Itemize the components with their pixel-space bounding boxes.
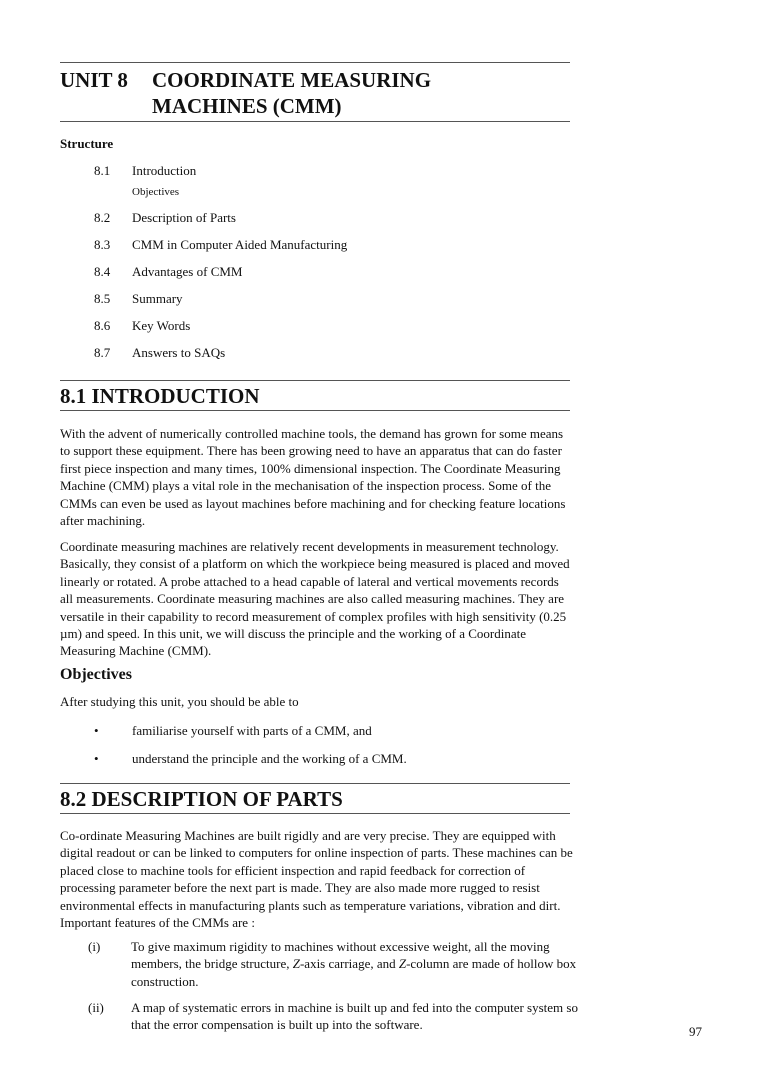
toc-item <box>94 235 347 262</box>
intro-paragraph-1: With the advent of numerically controlled machine tools, the demand has grown for some means to support these equipment. There has been growing need to have an apparatus that can do faster first piece inspection and many times, 100% dimensional inspection. The Coordinate Measuring Machine (CMM) plays a vital role in the mechanisation of the inspection process. Some of the CMMs can even be used as layout machines before machining and for checking feature locations after machining. <box>60 426 566 529</box>
toc-item-title: CMM in Computer Aided Manufacturing <box>132 237 348 252</box>
bullet-icon: • <box>94 723 99 738</box>
toc-item-number: 8.6 <box>94 318 111 333</box>
toc-item-title: Key Words <box>132 318 191 333</box>
intro-paragraph-2: Coordinate measuring machines are relatively recent developments in measurement technology. Basically, they consist of a platform on which the workpiece being measured is placed and moved linearly or rotated. A probe attached to a head capable of lateral and vertical movements records all measurements. Coordinate measuring machines are also called measuring machines. They are versatile in their capability to record measurement of complex profiles with high sensitivity (0.25 µm) and speed. In this unit, we will discuss the principle and the working of a Coordinate Measuring Machine (CMM). <box>60 539 570 659</box>
toc-item <box>94 316 347 343</box>
toc-item-title: Answers to SAQs <box>132 345 226 360</box>
section-heading-introduction: 8.1 INTRODUCTION <box>60 384 260 408</box>
toc-item-title: Introduction <box>132 163 197 178</box>
item-text <box>131 938 578 990</box>
page-number: 97 <box>689 1024 702 1039</box>
top-rule <box>60 62 570 63</box>
item-text-italic: Z <box>398 956 407 972</box>
list-item <box>88 938 578 990</box>
item-number: (i) <box>88 939 101 954</box>
item-text-part: -column are made of hollow box construction. <box>131 956 577 989</box>
toc-item <box>94 208 347 235</box>
section-rule <box>60 783 570 784</box>
section-rule <box>60 813 570 814</box>
toc-item-title: Advantages of CMM <box>132 264 243 279</box>
toc-item-number: 8.1 <box>94 163 111 178</box>
toc-item-number: 8.2 <box>94 210 111 225</box>
list-item <box>94 723 372 739</box>
toc-subitem: Objectives <box>132 186 180 198</box>
section-rule <box>60 410 570 411</box>
bullet-text: familiarise yourself with parts of a CMM, and <box>132 723 372 738</box>
bullet-text: understand the principle and the working of a CMM. <box>132 751 407 766</box>
objectives-intro: After studying this unit, you should be able to <box>60 694 299 709</box>
section-rule <box>60 380 570 381</box>
title-bottom-rule <box>60 121 570 122</box>
list-item <box>88 999 578 1034</box>
item-text-part: -axis carriage, and <box>299 956 399 972</box>
bullet-icon: • <box>94 751 99 766</box>
toc-item-number: 8.5 <box>94 291 111 306</box>
list-item <box>94 751 407 767</box>
item-text-italic: Z <box>292 956 300 972</box>
table-of-contents <box>94 161 347 370</box>
item-text-part: To give maximum rigidity to machines without excessive weight, all the moving members, the bridge structure, <box>131 939 550 972</box>
toc-item-number: 8.3 <box>94 237 111 252</box>
unit-title-line1: COORDINATE MEASURING <box>152 68 432 92</box>
toc-item <box>94 289 347 316</box>
description-paragraph: Co-ordinate Measuring Machines are built rigidly and are very precise. They are equipped with digital readout or can be linked to computers for online inspection of parts. These machines can be placed close to machine tools for efficient inspection and rapid feedback for correction of processing parameter before the next part is made. They are also made more rugged to resist environmental effects in manufacturing plants such as temperature variations, vibration and dirt. Important features of the CMMs are : <box>60 828 573 931</box>
unit-title-line2: MACHINES (CMM) <box>152 94 342 118</box>
toc-item-title: Description of Parts <box>132 210 236 225</box>
toc-item-number: 8.4 <box>94 264 111 279</box>
item-text: A map of systematic errors in machine is built up and fed into the computer system so that the error compensation is built up into the software. <box>131 1000 578 1033</box>
section-heading-description-of-parts: 8.2 DESCRIPTION OF PARTS <box>60 787 343 811</box>
toc-item <box>94 262 347 289</box>
unit-title <box>60 67 570 119</box>
toc-item-number: 8.7 <box>94 345 111 360</box>
toc-item <box>94 343 347 370</box>
unit-number: UNIT 8 <box>60 68 128 92</box>
structure-label: Structure <box>60 136 114 151</box>
toc-item-title: Summary <box>132 291 183 306</box>
objectives-heading: Objectives <box>60 666 132 683</box>
item-number: (ii) <box>88 1000 104 1015</box>
